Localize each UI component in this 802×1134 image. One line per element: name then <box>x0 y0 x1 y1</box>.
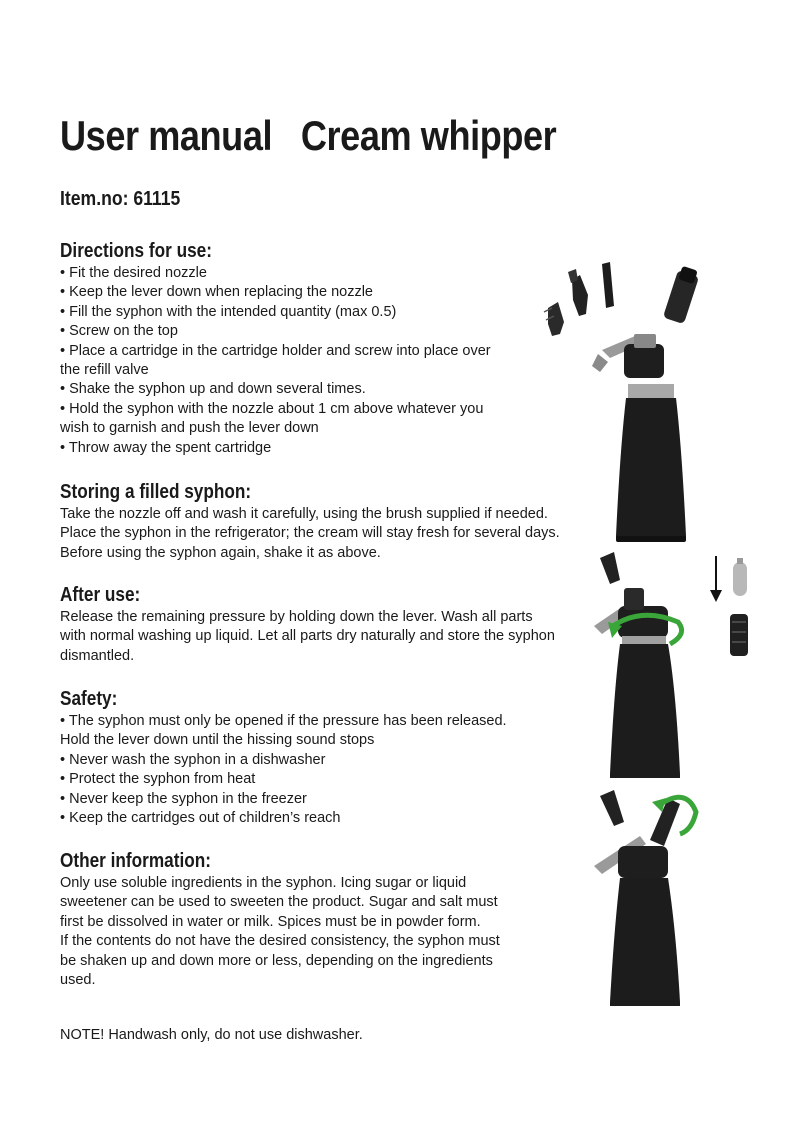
other-info-section <box>60 850 560 990</box>
other-info-line: be shaken up and down more or less, depending on the ingredients <box>60 952 493 969</box>
bottle-2-image <box>594 552 680 778</box>
safety-section <box>60 688 560 828</box>
nozzle-3-image <box>602 262 614 308</box>
syphon-illustrations <box>530 250 790 1030</box>
safety-line: • Keep the cartridges out of children’s reach <box>60 810 341 827</box>
direction-line: wish to garnish and push the lever down <box>60 420 319 437</box>
other-info-line: If the contents do not have the desired consistency, the syphon must <box>60 933 500 950</box>
direction-line: • Throw away the spent cartridge <box>60 439 272 456</box>
cartridge-holder-image <box>730 614 748 656</box>
after-use-text: Release the remaining pressure by holding down the lever. Wash all parts with normal washing up liquid. Let all parts dry naturally and store the syphon dismantled. <box>60 609 555 664</box>
other-info-line: Only use soluble ingredients in the syphon. Icing sugar or liquid <box>60 875 467 891</box>
nozzle-2-image <box>568 269 588 316</box>
directions-section <box>60 240 560 458</box>
storing-text: Take the nozzle off and wash it carefully, using the brush supplied if needed. Place the syphon in the refrigerator; the cream will stay fresh for several days. Before using the syphon again, shake it as above. <box>60 506 560 561</box>
safety-line: • Never keep the syphon in the freezer <box>60 790 307 807</box>
bottle-1-image <box>616 384 686 542</box>
down-arrow-icon <box>710 556 722 602</box>
direction-line: the refill valve <box>60 362 149 379</box>
direction-line: • Place a cartridge in the cartridge holder and screw into place over <box>60 342 491 359</box>
direction-line: • Keep the lever down when replacing the nozzle <box>60 284 373 301</box>
nozzle-4-image <box>663 266 699 324</box>
other-info-line: used. <box>60 972 96 989</box>
other-info-line: sweetener can be used to sweeten the product. Sugar and salt must <box>60 894 498 911</box>
direction-line: • Fit the desired nozzle <box>60 265 207 281</box>
other-info-line: first be dissolved in water or milk. Spices must be in powder form. <box>60 913 481 930</box>
after-use-section <box>60 584 560 666</box>
storing-section <box>60 481 560 563</box>
directions-heading: Directions for use: <box>60 240 212 262</box>
item-number: Item.no: 61115 <box>60 188 181 210</box>
safety-line: • Never wash the syphon in a dishwasher <box>60 751 326 768</box>
lid-with-lever-image <box>592 334 664 378</box>
bottle-3-image <box>594 790 680 1006</box>
storing-heading: Storing a filled syphon: <box>60 481 252 503</box>
safety-line: Hold the lever down until the hissing sound stops <box>60 732 375 749</box>
safety-heading: Safety: <box>60 688 118 710</box>
document-title: User manual Cream whipper <box>60 112 557 159</box>
nozzle-1-image <box>544 302 564 336</box>
direction-line: • Hold the syphon with the nozzle about 1 cm above whatever you <box>60 400 484 417</box>
other-info-heading: Other information: <box>60 850 211 872</box>
safety-line: • Protect the syphon from heat <box>60 771 256 788</box>
after-use-heading: After use: <box>60 584 141 606</box>
safety-line: • The syphon must only be opened if the pressure has been released. <box>60 713 507 729</box>
direction-line: • Shake the syphon up and down several times. <box>60 381 366 398</box>
handwash-note: NOTE! Handwash only, do not use dishwasher. <box>60 1027 363 1043</box>
direction-line: • Screw on the top <box>60 323 178 340</box>
direction-line: • Fill the syphon with the intended quantity (max 0.5) <box>60 303 397 320</box>
cartridge-image <box>733 558 747 596</box>
